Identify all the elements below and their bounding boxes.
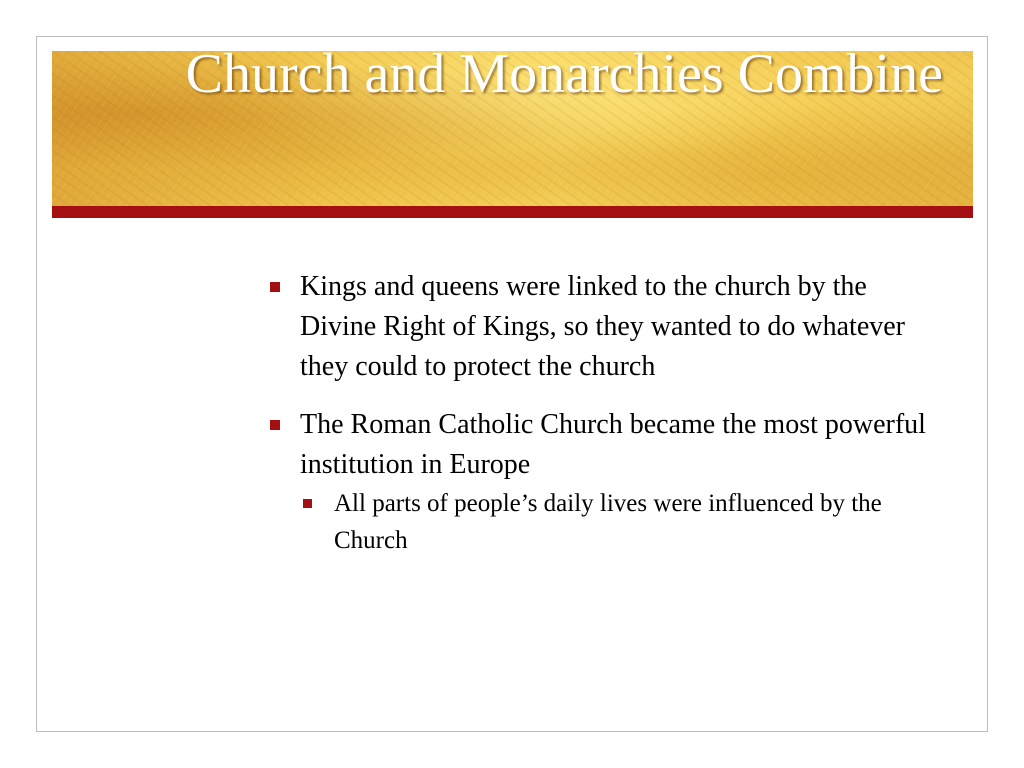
slide <box>36 36 988 732</box>
accent-bar <box>52 206 973 218</box>
square-bullet-icon <box>303 499 312 508</box>
bullet-list <box>264 267 944 559</box>
bullet-text: The Roman Catholic Church became the most powerful institution in Europe <box>300 409 926 480</box>
bullet-item-1 <box>264 267 944 387</box>
slide-content <box>264 267 944 577</box>
title-banner <box>52 51 973 206</box>
slide-title: Church and Monarchies Combine <box>185 51 943 105</box>
sub-bullet-text: All parts of people’s daily lives were influenced by the Church <box>334 490 882 554</box>
square-bullet-icon <box>270 282 280 292</box>
sub-bullet-item-1 <box>300 485 944 559</box>
bullet-item-2 <box>264 405 944 559</box>
bullet-text: Kings and queens were linked to the church by the Divine Right of Kings, so they wanted to do whatever they could to protect the church <box>300 271 906 382</box>
square-bullet-icon <box>270 420 280 430</box>
sub-bullet-list <box>300 485 944 559</box>
